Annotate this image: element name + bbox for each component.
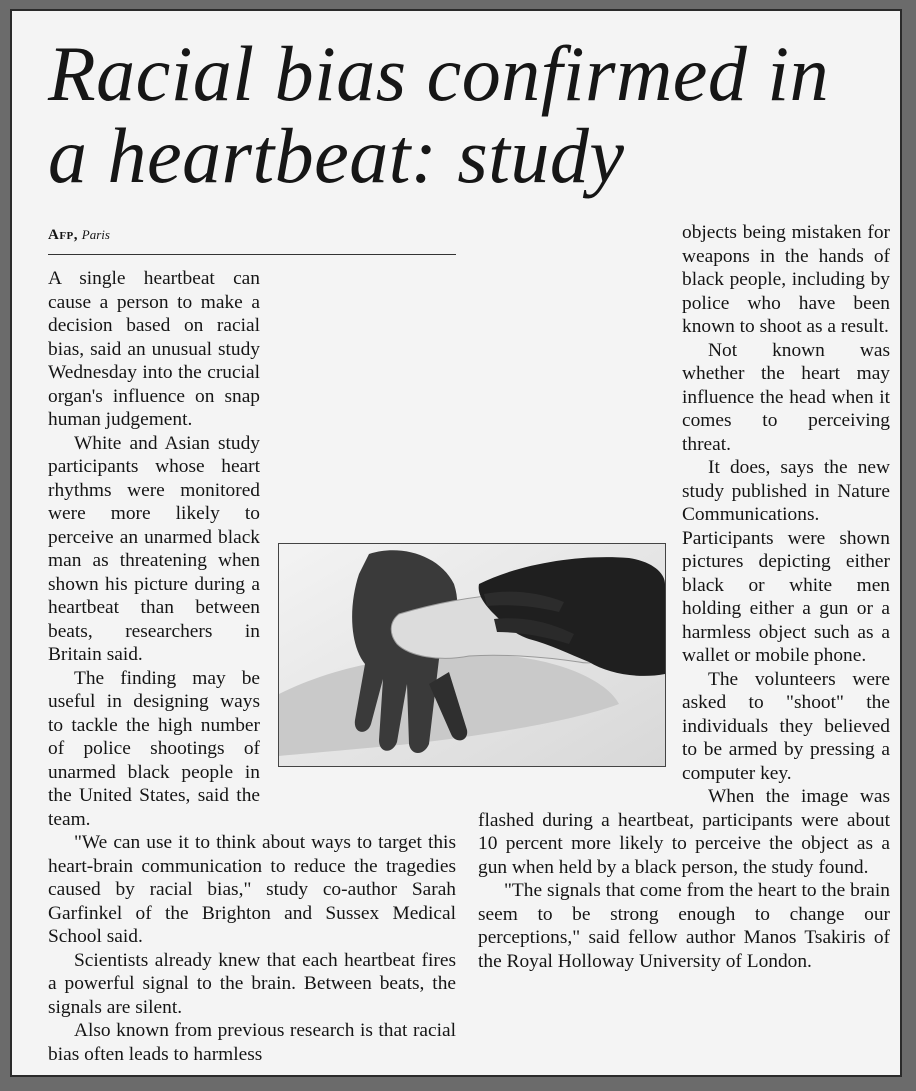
newspaper-clipping — [10, 9, 902, 1077]
stacked-hands-illustration — [279, 544, 665, 766]
byline — [48, 227, 448, 244]
paragraph: Also known from previous research is that racial bias often leads to harmless — [48, 1020, 456, 1065]
paragraph: It does, says the new study published in Nature Communications. Participants were shown pictures depicting either black or white men holding either a gun or a harmless object such as a wallet or mobile phone. — [682, 457, 890, 666]
paragraph: Scientists already knew that each heartbeat fires a powerful signal to the brain. Between beats, the signals are silent. — [48, 949, 456, 1018]
paragraph: "We can use it to think about ways to target this heart-brain communication to reduce the tragedies caused by racial bias," study co-author Sarah Garfinkel of the Brighton and Sussex Medical School said. — [48, 832, 456, 947]
byline-agency: Afp, — [48, 227, 79, 243]
headline: Racial bias confirmed in a heartbeat: study — [48, 30, 830, 199]
paragraph: Not known was whether the heart may influence the head when it comes to perceiving threat. — [682, 339, 890, 455]
paragraph: When the image was flashed during a heartbeat, participants were about 10 percent more likely to perceive the object as a gun when held by a black person, the study found. — [478, 786, 890, 878]
paragraph: The volunteers were asked to "shoot" the individuals they believed to be armed by pressing a computer key. — [682, 668, 890, 784]
paragraph: White and Asian study participants whose heart rhythms were monitored were more likely to perceive an unarmed black man as threatening when shown his picture during a heartbeat than between beats, researchers in Britain said. — [48, 432, 260, 665]
stacked-hands-photo — [278, 543, 666, 767]
paragraph: The finding may be useful in designing ways to tackle the high number of police shootings of unarmed black people in the United States, said the team. — [48, 667, 260, 830]
paragraph: objects being mistaken for weapons in the hands of black people, including by police who have been known to shoot as a result. — [682, 222, 890, 337]
byline-place: Paris — [81, 227, 110, 242]
byline-rule — [48, 254, 456, 255]
paragraph: "The signals that come from the heart to the brain seem to be strong enough to change our perceptions," said fellow author Manos Tsakiris of the Royal Holloway University of London. — [478, 880, 890, 972]
paragraph: A single heartbeat can cause a person to make a decision based on racial bias, said an unusual study Wednesday into the crucial organ's influence on snap human judgement. — [48, 268, 260, 430]
